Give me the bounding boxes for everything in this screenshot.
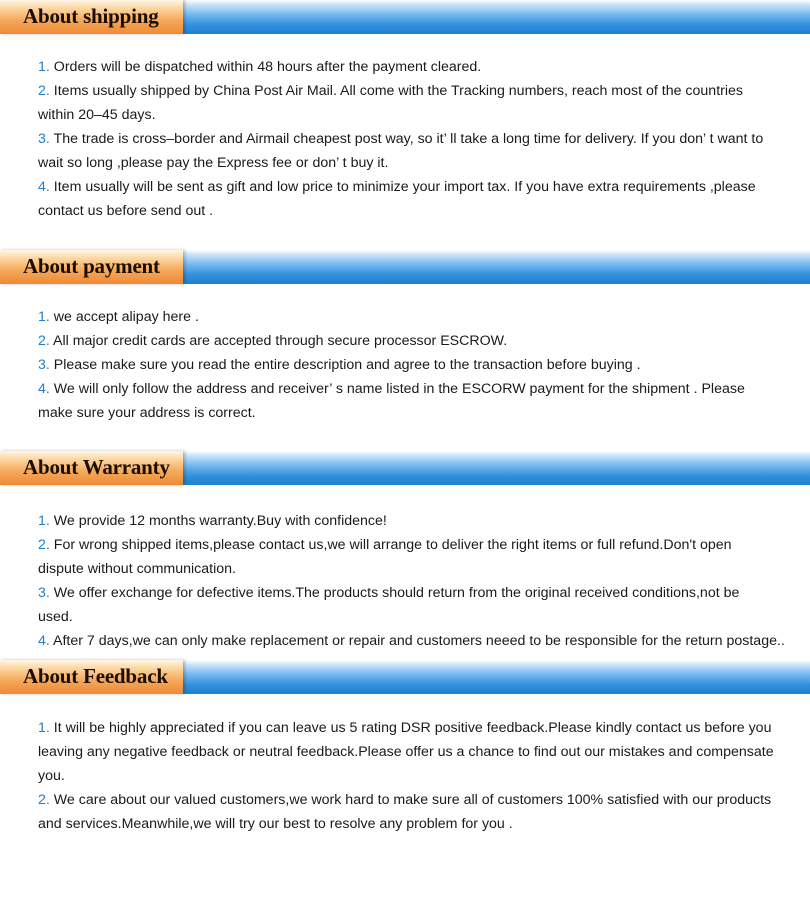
feedback-tab: [0, 660, 183, 694]
payment-section: [0, 250, 810, 421]
item-text: It will be highly appreciated if you can leave us 5 rating DSR positive feedback.Please kindly contact us before you leaving any negative feedback or neutral feedback.Please offer us a chance to find out our mistakes and compensate you.: [38, 720, 774, 784]
shipping-list: [38, 55, 778, 223]
item-number: 2.: [38, 83, 50, 99]
payment-tab: [0, 250, 183, 284]
list-item: [38, 127, 778, 175]
item-text: Item usually will be sent as gift and low price to minimize your import tax. If you have extra requirements ,please contact us before send out .: [38, 179, 756, 219]
item-number: 3.: [38, 357, 50, 373]
warranty-section: [0, 451, 810, 649]
item-text: We care about our valued customers,we work hard to make sure all of customers 100% satisfied with our products and services.Meanwhile,we will try our best to resolve any problem for you .: [38, 792, 772, 832]
item-text: All major credit cards are accepted through secure processor ESCROW.: [53, 333, 508, 349]
list-item: [38, 175, 778, 223]
item-number: 1.: [38, 720, 50, 736]
item-number: 2.: [38, 333, 50, 349]
item-number: 4.: [38, 179, 50, 195]
list-item: [38, 533, 778, 581]
item-number: 2.: [38, 792, 50, 808]
item-text: We will only follow the address and receiver’ s name listed in the ESCORW payment for the shipment . Please make sure your address is correct.: [38, 381, 745, 421]
item-number: 1.: [38, 513, 50, 529]
item-number: 3.: [38, 131, 50, 147]
section-title: About shipping: [23, 4, 159, 28]
list-item: [38, 353, 778, 377]
warranty-list: [38, 509, 785, 653]
item-number: 1.: [38, 59, 50, 75]
feedback-list: [38, 716, 778, 836]
shipping-tab: [0, 0, 183, 34]
list-item: [38, 581, 778, 629]
list-item: [38, 305, 778, 329]
list-item: [38, 79, 778, 127]
section-title: About Warranty: [23, 455, 170, 479]
item-number: 2.: [38, 537, 50, 553]
warranty-banner: [0, 451, 810, 485]
payment-list: [38, 305, 778, 425]
feedback-section: [0, 660, 810, 832]
list-item: [38, 55, 778, 79]
item-text: we accept alipay here .: [53, 309, 199, 325]
warranty-tab: [0, 451, 183, 485]
item-number: 3.: [38, 585, 50, 601]
item-number: 4.: [38, 381, 50, 397]
payment-banner: [0, 250, 810, 284]
list-item: [38, 716, 778, 788]
shipping-banner: [0, 0, 810, 34]
section-title: About payment: [23, 254, 160, 278]
list-item: [38, 329, 778, 353]
item-text: Items usually shipped by China Post Air Mail. All come with the Tracking numbers, reach most of the countries within 20–45 days.: [38, 83, 743, 123]
item-text: We offer exchange for defective items.The products should return from the original received conditions,not be used.: [38, 585, 740, 625]
list-item: [38, 509, 778, 533]
item-number: 4.: [38, 633, 50, 649]
item-text: After 7 days,we can only make replacement or repair and customers neeed to be responsible for the return postage..: [53, 633, 785, 649]
shipping-section: [0, 0, 810, 219]
item-text: Please make sure you read the entire description and agree to the transaction before buying .: [53, 357, 641, 373]
item-text: We provide 12 months warranty.Buy with confidence!: [53, 513, 387, 529]
item-text: For wrong shipped items,please contact us,we will arrange to deliver the right items or full refund.Don't open dispute without communication.: [38, 537, 732, 577]
feedback-banner: [0, 660, 810, 694]
item-text: Orders will be dispatched within 48 hours after the payment cleared.: [53, 59, 482, 75]
item-number: 1.: [38, 309, 50, 325]
section-title: About Feedback: [23, 664, 168, 688]
item-text: The trade is cross–border and Airmail cheapest post way, so it’ ll take a long time for delivery. If you don’ t want to wait so long ,please pay the Express fee or don’ t buy it.: [38, 131, 764, 171]
list-item: [38, 377, 778, 425]
list-item: [38, 629, 785, 653]
list-item: [38, 788, 778, 836]
